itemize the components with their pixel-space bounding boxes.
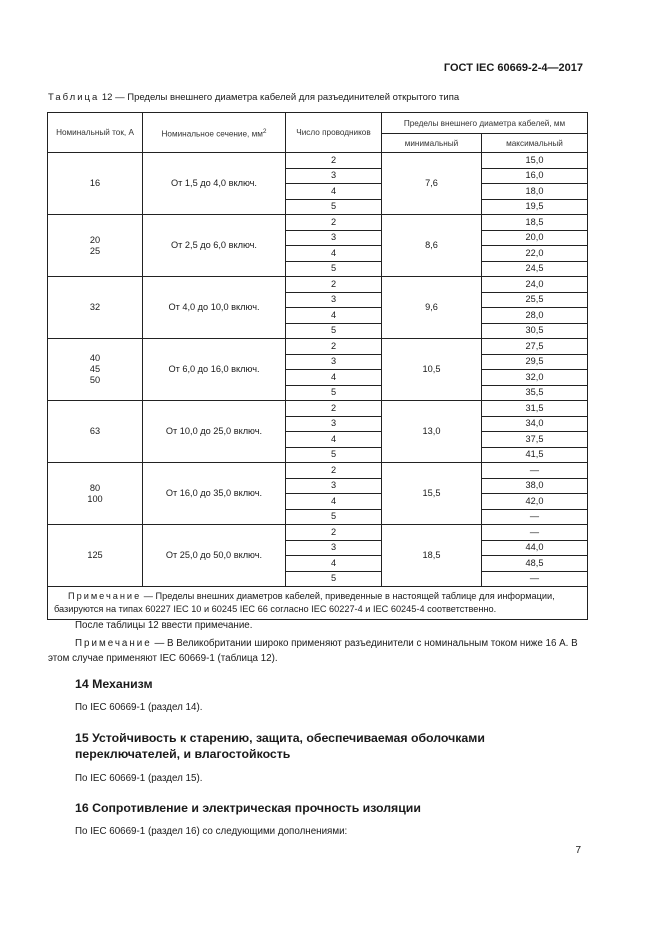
document-id: ГОСТ IEC 60669-2-4—2017	[443, 62, 583, 74]
cell-conductors: 3	[286, 354, 382, 370]
header-min: минимальный	[382, 134, 482, 153]
header-max: максимальный	[482, 134, 588, 153]
cable-diameter-table	[47, 112, 588, 620]
cell-max: 31,5	[482, 401, 588, 417]
cell-conductors: 3	[286, 416, 382, 432]
cell-conductors: 4	[286, 370, 382, 386]
section-15-text: По IEC 60669-1 (раздел 15).	[75, 773, 203, 784]
cell-max: —	[482, 571, 588, 587]
table-row	[48, 339, 588, 355]
cell-max: 19,5	[482, 199, 588, 215]
header-limits: Пределы внешнего диаметра кабелей, мм	[382, 113, 588, 134]
table-caption-word: Таблица	[48, 92, 100, 103]
section-16-title: 16 Сопротивление и электрическая прочность изоляции	[75, 801, 421, 815]
cell-current: 63	[48, 401, 143, 463]
section-14-title: 14 Механизм	[75, 677, 153, 691]
cell-conductors: 4	[286, 432, 382, 448]
cell-current: 16	[48, 153, 143, 215]
cell-conductors: 2	[286, 153, 382, 169]
cell-max: 24,5	[482, 261, 588, 277]
cell-max: 16,0	[482, 168, 588, 184]
cell-max: 48,5	[482, 556, 588, 572]
cell-section: От 10,0 до 25,0 включ.	[143, 401, 286, 463]
cell-max: 18,5	[482, 215, 588, 231]
cell-max: —	[482, 525, 588, 541]
table-note	[48, 587, 588, 620]
table-row	[48, 401, 588, 417]
cell-max: 22,0	[482, 246, 588, 262]
cell-max: 29,5	[482, 354, 588, 370]
cell-max: 30,5	[482, 323, 588, 339]
cell-min: 18,5	[382, 525, 482, 587]
cell-conductors: 2	[286, 401, 382, 417]
uk-note-word: Примечание	[75, 638, 152, 649]
page-number: 7	[575, 845, 581, 856]
cell-max: 37,5	[482, 432, 588, 448]
cell-conductors: 2	[286, 277, 382, 293]
cell-section: От 6,0 до 16,0 включ.	[143, 339, 286, 401]
cell-max: 15,0	[482, 153, 588, 169]
cell-min: 7,6	[382, 153, 482, 215]
cell-conductors: 2	[286, 463, 382, 479]
cell-conductors: 4	[286, 184, 382, 200]
table-caption-text: 12 — Пределы внешнего диаметра кабелей для разъединителей открытого типа	[99, 92, 460, 103]
cell-conductors: 2	[286, 525, 382, 541]
cell-min: 13,0	[382, 401, 482, 463]
cell-max: 32,0	[482, 370, 588, 386]
cell-max: 20,0	[482, 230, 588, 246]
cell-conductors: 2	[286, 215, 382, 231]
cell-conductors: 4	[286, 494, 382, 510]
cell-max: 25,5	[482, 292, 588, 308]
cell-max: 44,0	[482, 540, 588, 556]
cell-current: 125	[48, 525, 143, 587]
cell-max: —	[482, 463, 588, 479]
cell-section: От 2,5 до 6,0 включ.	[143, 215, 286, 277]
cell-max: 27,5	[482, 339, 588, 355]
cell-conductors: 2	[286, 339, 382, 355]
cell-conductors: 3	[286, 540, 382, 556]
cell-section: От 16,0 до 35,0 включ.	[143, 463, 286, 525]
cell-conductors: 4	[286, 308, 382, 324]
cell-max: 41,5	[482, 447, 588, 463]
table-row	[48, 277, 588, 293]
cell-max: 18,0	[482, 184, 588, 200]
cell-current: 40 45 50	[48, 339, 143, 401]
cell-current: 80 100	[48, 463, 143, 525]
cell-max: 38,0	[482, 478, 588, 494]
table-note-text: — Пределы внешних диаметров кабелей, приведенные в настоящей таблице для информации, базируются на типах 60227 IEC 10 и 60245 IEC 66 согласно IEC 60227-4 и IEC 60245-4 соответственно.	[54, 591, 555, 614]
cell-max: —	[482, 509, 588, 525]
cell-current: 20 25	[48, 215, 143, 277]
cell-conductors: 5	[286, 509, 382, 525]
table-caption	[48, 92, 459, 103]
cell-min: 15,5	[382, 463, 482, 525]
cell-conductors: 5	[286, 261, 382, 277]
cell-conductors: 4	[286, 246, 382, 262]
cell-conductors: 3	[286, 168, 382, 184]
uk-note-text: — В Великобритании широко применяют разъединители с номинальным током ниже 16 А. В этом случае применяют IEC 60669-1 (таблица 12).	[48, 638, 578, 664]
cell-conductors: 5	[286, 199, 382, 215]
table-row	[48, 525, 588, 541]
cell-conductors: 5	[286, 447, 382, 463]
uk-note	[48, 636, 588, 666]
cell-min: 10,5	[382, 339, 482, 401]
cell-conductors: 5	[286, 323, 382, 339]
section-16-text: По IEC 60669-1 (раздел 16) со следующими дополнениями:	[75, 826, 348, 837]
cell-min: 8,6	[382, 215, 482, 277]
cell-conductors: 3	[286, 230, 382, 246]
section-14-text: По IEC 60669-1 (раздел 14).	[75, 702, 203, 713]
cell-min: 9,6	[382, 277, 482, 339]
cell-max: 24,0	[482, 277, 588, 293]
header-current: Номинальный ток, А	[48, 113, 143, 153]
cell-conductors: 4	[286, 556, 382, 572]
section-15-title: 15 Устойчивость к старению, защита, обеспечиваемая оболочками переключателей, и влагостойкость	[75, 731, 485, 761]
table-note-word: Примечание	[68, 591, 142, 601]
cell-current: 32	[48, 277, 143, 339]
cell-max: 28,0	[482, 308, 588, 324]
table-body	[48, 153, 588, 587]
table-row	[48, 215, 588, 231]
cell-conductors: 3	[286, 478, 382, 494]
cell-conductors: 3	[286, 292, 382, 308]
table-row	[48, 463, 588, 479]
cell-section: От 4,0 до 10,0 включ.	[143, 277, 286, 339]
cell-conductors: 5	[286, 385, 382, 401]
cell-max: 35,5	[482, 385, 588, 401]
cell-max: 34,0	[482, 416, 588, 432]
cell-section: От 1,5 до 4,0 включ.	[143, 153, 286, 215]
cell-section: От 25,0 до 50,0 включ.	[143, 525, 286, 587]
cell-conductors: 5	[286, 571, 382, 587]
cell-max: 42,0	[482, 494, 588, 510]
after-table-text: После таблицы 12 ввести примечание.	[75, 620, 253, 631]
table-row	[48, 153, 588, 169]
header-section: Номинальное сечение, $мм^2$	[143, 113, 286, 153]
header-conductors: Число проводников	[286, 113, 382, 153]
